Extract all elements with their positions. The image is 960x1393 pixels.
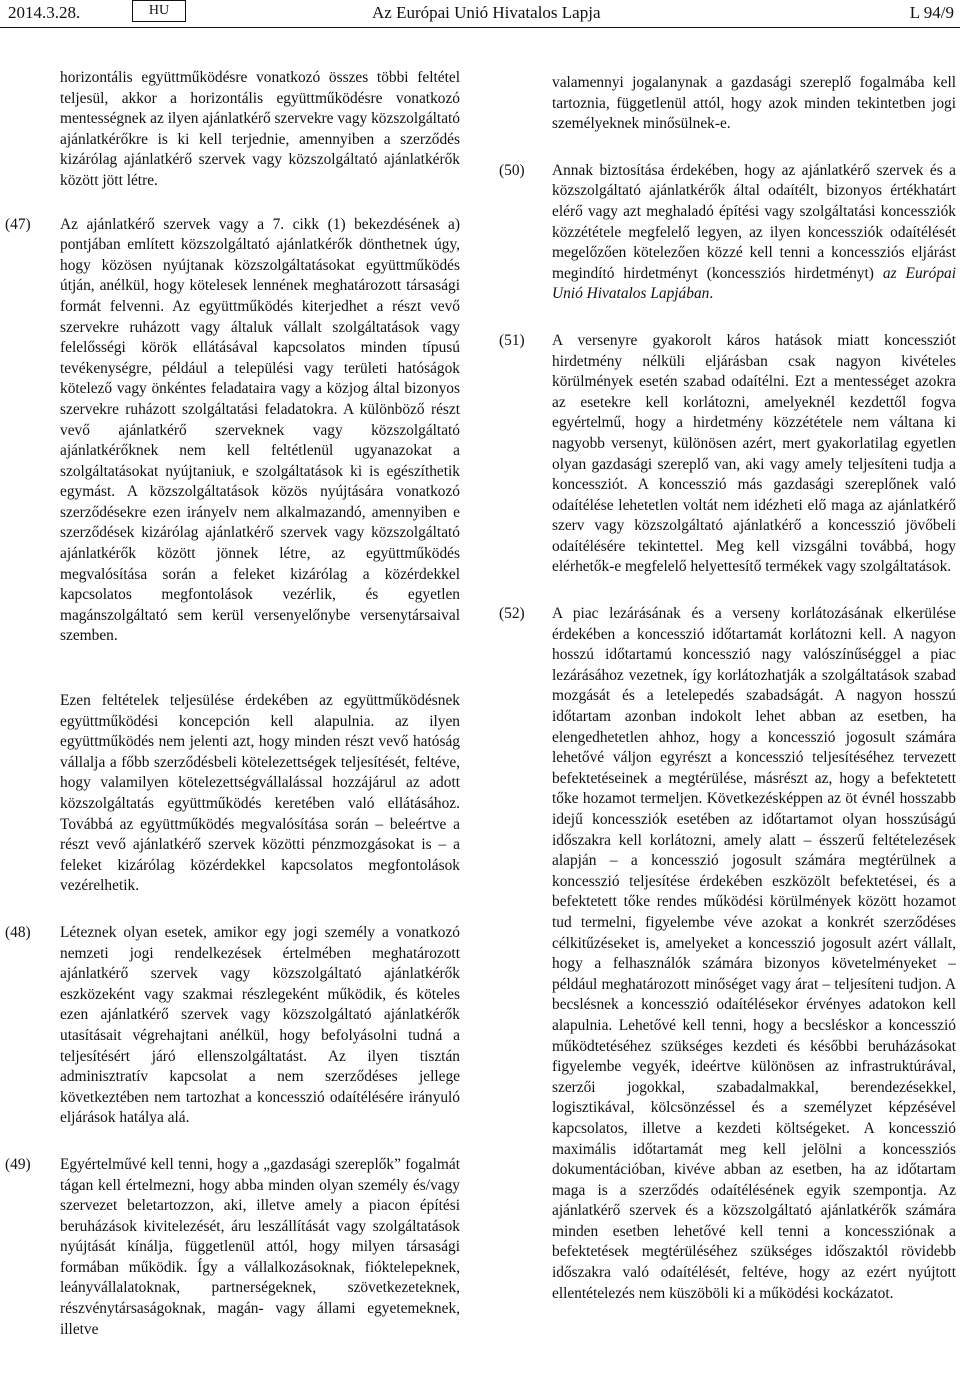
journal-name-italic: az Európai Unió Hivatalos Lapjában: [552, 264, 956, 303]
recital-text: Az ajánlatkérő szervek vagy a 7. cikk (1) bekezdésének a) pontjában említett közszolgáltató ajánlatkérők dönthetnek úgy, hogy közösen nyújtanak közszolgáltatásokat együttműködés útján, anélkül, hogy kötelesek lennének meghatározott társasági formát felvenni. Az együttműködés kiterjedhet a részt vevő szervekre ruházott vagy általuk vállalt szolgáltatások vagy felelősségi körök ellátásával kapcsolatos minden típusú tevékenységre, például a települési vagy területi hatóságok kötelező vagy önkéntes feladataira vagy a közjog által bizonyos szervekre ruházott szolgáltatási feladatokra. A különböző részt vevő ajánlatkérő szerveknek vagy közszolgáltató ajánlatkérőknek nem kell feltétlenül ugyanazokat a szolgáltatásokat nyújtaniuk, e szolgáltatások ki is egészíthetik egymást. A közszolgáltatások közös nyújtására vonatkozó szerződésekre ezen irányelv nem alkalmazandó, amennyiben e szerződések kizárólag ajánlatkérő szervek vagy közszolgáltató ajánlatkérők között jönnek létre, az együttműködés megvalósítása során a feleket kizárólag a közérdekkel kapcsolatos megfontolások vezérlik, és egyetlen magánszolgáltató sem kerül versenyelőnybe versenytársaival szemben.: [60, 215, 460, 645]
recital-50: [499, 161, 956, 305]
page-number: L 94/9: [909, 3, 954, 22]
continued-paragraph: valamennyi jogalanynak a gazdasági szereplő fogalmába kell tartoznia, függetlenül attól, hogy azok minden tekintetben jogi személyeknek minősülnek-e.: [552, 74, 956, 133]
recital-47-continuation: Ezen feltételek teljesülése érdekében az együttműködésnek együttműködési koncepción kell alapulnia. az ilyen együttműködés nem jelenti azt, hogy minden részt vevő hatóság vállalja a főbb szerződésbeli kötelezettségek teljesítését, feltéve, hogy valamilyen kötelezettségvállalással hozzájárul az adott közszolgáltatás együttműködés keretében való ellátásához. Továbbá az együttműködés megvalósítása során – beleértve a részt vevő ajánlatkérő szervek közötti pénzmozgásokat is – a feleket kizárólag közérdekkel kapcsolatos megfontolások vezérelhetik.: [60, 692, 460, 895]
journal-title: Az Európai Unió Hivatalos Lapja: [372, 3, 601, 22]
recital-47: [5, 215, 460, 647]
page-header: [0, 0, 960, 30]
header-rule: [0, 27, 960, 28]
recital-number: (51): [499, 331, 525, 349]
recital-51: [499, 331, 956, 578]
recital-number: (52): [499, 605, 525, 623]
recital-text: A versenyre gyakorolt káros hatások miatt koncessziót hirdetmény nélküli eljárásban csak nagyon kivételes körülmények esetén szabad odaítélni. Ezt a mentességet azokra az esetekre kell korlátozni, amelyeknél kezdettől fogva egyértelmű, hogy a hirdetmény közzététele nem váltana ki nagyobb versenyt, különösen azért, mert gyakorlatilag egyetlen olyan gazdasági szereplő van, aki vagy amely teljesíteni tudja a koncessziót. A koncesszió más gazdasági szereplőnek való odaítélése lehetetlen voltát nem idézheti elő maga az ajánlatkérő szerv vagy közszolgáltató ajánlatkérő a koncesszió jövőbeli odaítélésére tekintettel. Meg kell vizsgálni továbbá, hogy elérhetők-e megfelelő helyettesítő termékek vagy szolgáltatások.: [552, 331, 956, 576]
continued-paragraph: horizontális együttműködésre vonatkozó összes többi feltétel teljesül, akkor a horizontális együttműködésre vonatkozó mentességnek az ilyen ajánlatkérő szervekre vagy közszolgáltató ajánlatkérőkre is ki kell terjednie, amennyiben a szerződés kizárólag ajánlatkérő szervek vagy közszolgáltató ajánlatkérők között jött létre.: [60, 69, 460, 189]
recital-text: Léteznek olyan esetek, amikor egy jogi személy a vonatkozó nemzeti jogi rendelkezések értelmében meghatározott ajánlatkérő szervek vagy közszolgáltató ajánlatkérők eszközeként vagy szakmai részlegeként működik, és köteles ezen ajánlatkérő szervek vagy közszolgáltató ajánlatkérők utasításait végrehajtani anélkül, hogy befolyásolni tudná a teljesítésért járó ellenszolgáltatást. Az ilyen tisztán adminisztratív kapcsolat a nem szerződéses jellege következtében nem tartozhat a koncesszió odaítélésére irányuló eljárások hatálya alá.: [60, 923, 460, 1127]
language-badge: HU: [132, 0, 186, 22]
recital-number: (47): [5, 215, 31, 233]
publication-date: 2014.3.28.: [8, 3, 81, 22]
recital-number: (50): [499, 161, 525, 179]
recital-text: Annak biztosítása érdekében, hogy az ajánlatkérő szervek és a közszolgáltató ajánlatkérők által odaítélt, bizonyos értékhatárt elérő vagy azt meghaladó építési vagy szolgáltatási koncessziók közzététele megfelelő legyen, az ilyen koncessziók odaítélését megelőzően kötelezően közzé kell tenni a koncessziós eljárást megindító hirdetményt (koncessziós hirdetményt): [552, 161, 956, 282]
recital-end: .: [709, 285, 714, 303]
recital-number: (48): [5, 923, 31, 941]
recital-number: (49): [5, 1155, 31, 1173]
recital-text: Egyértelművé kell tenni, hogy a „gazdasági szereplők” fogalmát tágan kell értelmezni, hogy abba minden olyan személy és/vagy szervezet beletartozzon, aki, illetve amely a piacon építési beruházások kivitelezését, áru leszállítását vagy szolgáltatások nyújtását kínálja, függetlenül attól, hogy milyen társasági formában működik. Így a vállalkozásoknak, fióktelepeknek, leányvállalatoknak, partnerségeknek, szövetkezeteknek, részvénytársaságoknak, magán- vagy állami egyetemeknek, illetve: [60, 1155, 460, 1338]
recital-48: [5, 923, 460, 1129]
left-column: [5, 68, 460, 1340]
right-column: [499, 73, 956, 1304]
recital-52: [499, 604, 956, 1304]
recital-49: [5, 1155, 460, 1340]
recital-text: A piac lezárásának és a verseny korlátozásának elkerülése érdekében a koncesszió időtartamát korlátozni kell. A nagyon hosszú időtartamú koncesszió nagy valószínűséggel a piac lezárásához vezetnek, így korlátozhatják a szolgáltatások szabad mozgását és a letelepedés szabadságát. A nagyon hosszú időtartam azonban indokolt lehet abban az esetben, ha elengedhetetlen ahhoz, hogy a koncesszió jogosult számára lehetővé váljon egyrészt a koncesszió teljesítéséhez tervezett befektetéseinek a megtérülése, másrészt az, hogy a befektetett tőke hozamot termeljen. Következésképpen az öt évnél hosszabb idejű koncessziók esetében az időtartamot olyan hosszúságú időszakra kell korlátozni, amely alatt – ésszerű feltételezések alapján – a koncesszió jogosult számára megtérülnek a koncesszió teljesítése érdekében eszközölt befektetései, és a befektetett tőke rendes működési körülmények között hozamot tud termelni, figyelembe véve azokat a konkrét szerződéses célkitűzéseket is, amelyeket a koncesszió jogosult azért vállalt, hogy a felhasználók számára bizonyos követelményeket – például meghatározott minőséget vagy árat – teljesíteni tudjon. A becslésnek a koncesszió odaítélésekor érvényes adatokon kell alapulnia. Lehetővé kell tenni, hogy a becsléskor a koncesszió működtetéséhez szükséges kezdeti és későbbi beruházásokat figyelembe vegyék, ideértve különösen az infrastruktúrával, szerzői jogokkal, szabadalmakkal, berendezésekkel, logisztikával, kölcsönzéssel és a személyzet képzésével kapcsolatos, illetve a kezdeti költségeket. A koncesszió maximális időtartamát meg kell jelölni a koncessziós dokumentációban, kivéve abban az esetben, ha az időtartam maga is a szerződés odaítélésének egyik szempontja. Az ajánlatkérő szervek és a közszolgáltató ajánlatkérők számára minden esetben lehetővé kell tenni a koncessziónak a befektetések megtérüléséhez szükséges időszaktól rövidebb időszakra való odaítélését, feltéve, hogy az ezért nyújtott ellentételezés nem küszöböli ki a működési kockázatot.: [552, 605, 956, 1302]
